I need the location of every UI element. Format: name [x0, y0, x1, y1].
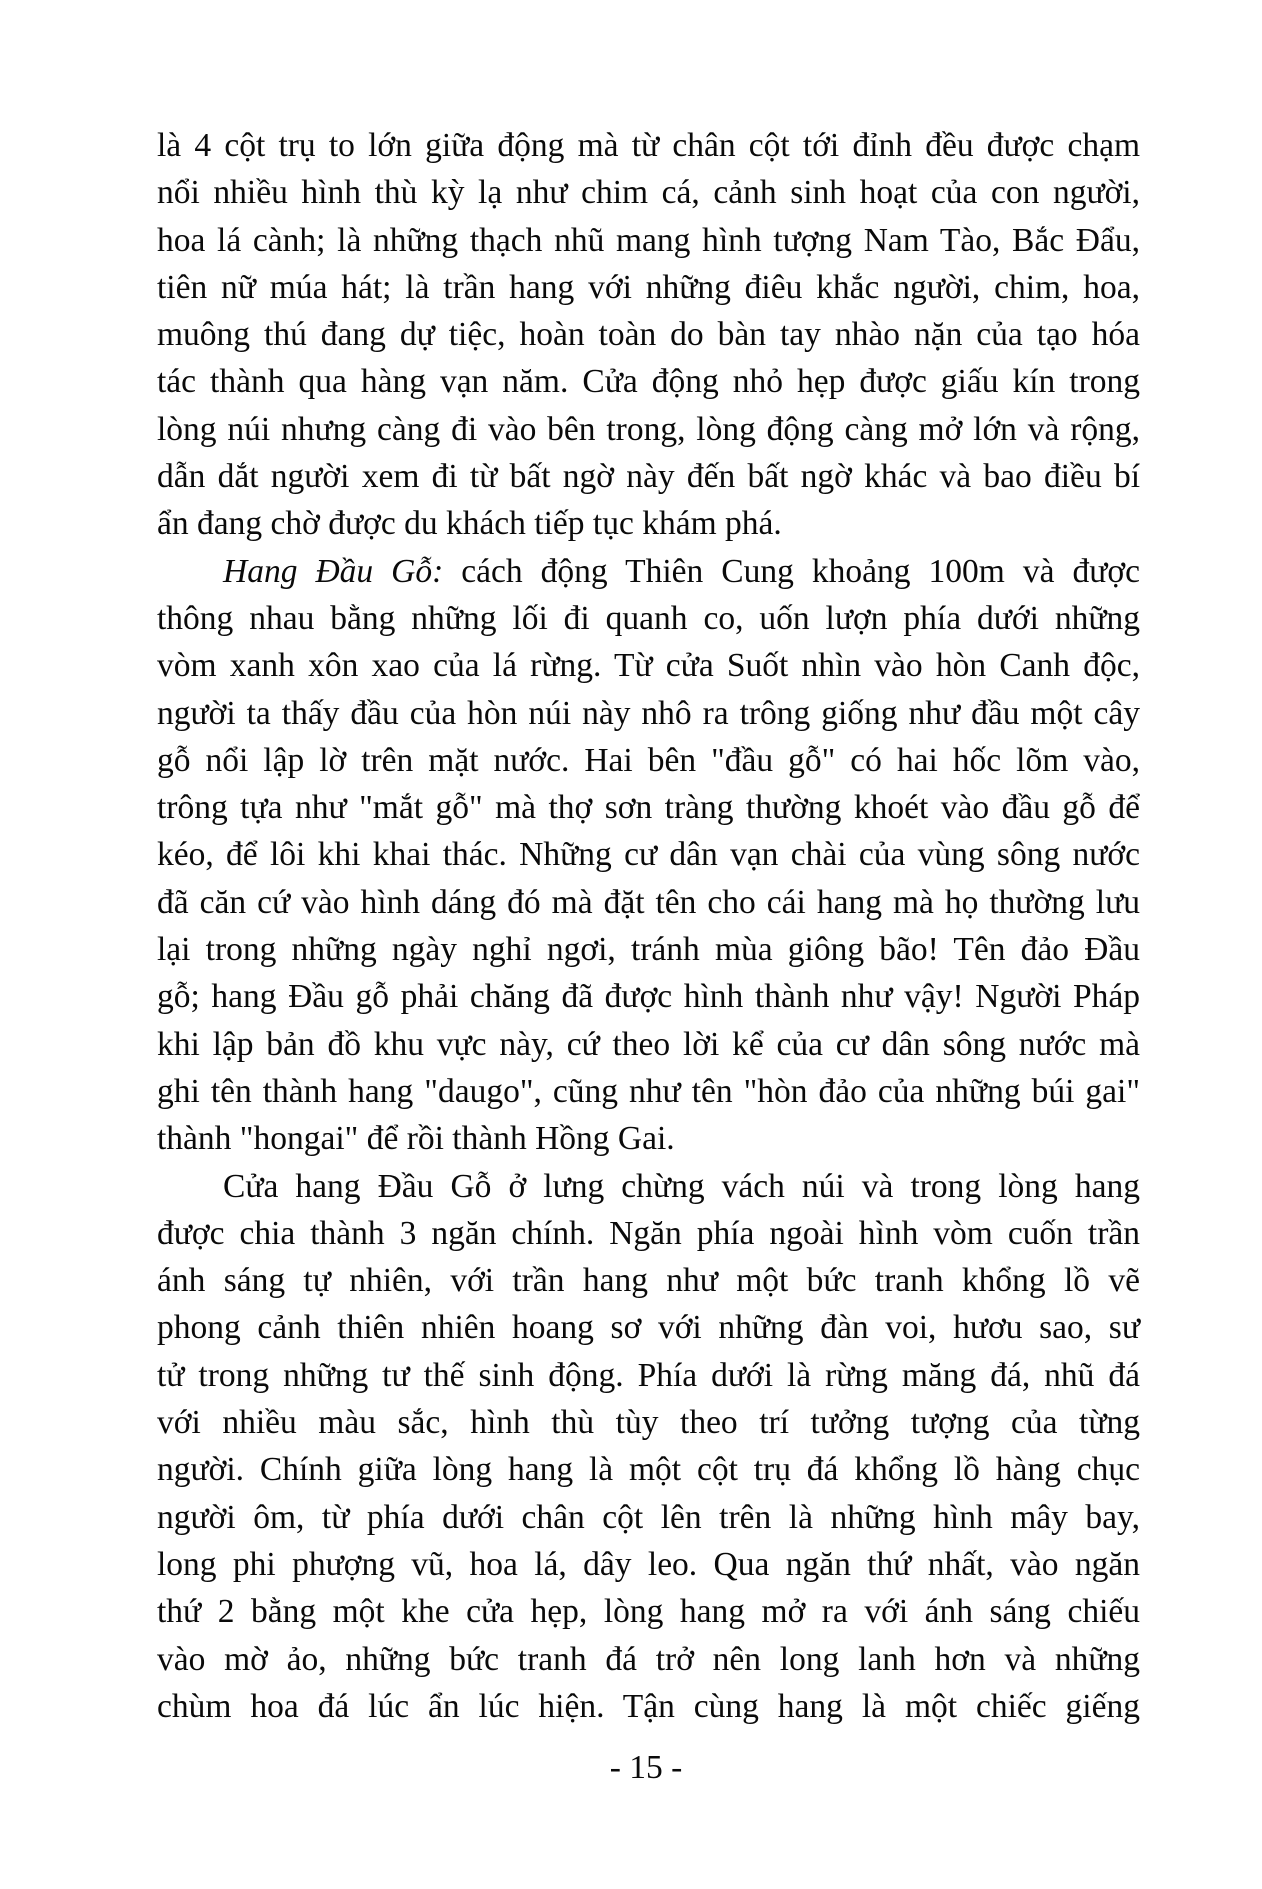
- paragraph-1: [157, 122, 1140, 548]
- text-run: cách động Thiên Cung khoảng 100m và được: [443, 552, 1140, 590]
- text-line: nổi nhiều hình thù kỳ lạ như chim cá, cảnh sinh hoạt của con người,: [157, 174, 1140, 212]
- text-line: vào mờ ảo, những bức tranh đá trở nên long lanh hơn và những: [157, 1640, 1140, 1678]
- text-line: lại trong những ngày nghỉ ngơi, tránh mùa giông bão! Tên đảo Đầu: [157, 931, 1140, 969]
- text-line-first: Cửa hang Đầu Gỗ ở lưng chừng vách núi và trong lòng hang: [223, 1167, 1140, 1205]
- text-line: được chia thành 3 ngăn chính. Ngăn phía ngoài hình vòm cuốn trần: [157, 1214, 1140, 1252]
- text-line: ghi tên thành hang "daugo", cũng như tên "hòn đảo của những búi gai": [157, 1072, 1140, 1110]
- text-line: dẫn dắt người xem đi từ bất ngờ này đến bất ngờ khác và bao điều bí: [157, 458, 1140, 496]
- text-line: trông tựa như "mắt gỗ" mà thợ sơn tràng thường khoét vào đầu gỗ để: [157, 789, 1140, 827]
- text-line: kéo, để lôi khi khai thác. Những cư dân vạn chài của vùng sông nước: [157, 836, 1140, 874]
- text-line: phong cảnh thiên nhiên hoang sơ với những đàn voi, hươu sao, sư: [157, 1309, 1140, 1347]
- text-line: người. Chính giữa lòng hang là một cột trụ đá khổng lồ hàng chục: [157, 1451, 1140, 1489]
- page-number: - 15 -: [609, 1749, 683, 1786]
- text-line: thành "hongai" để rồi thành Hồng Gai.: [157, 1120, 675, 1158]
- text-line: ánh sáng tự nhiên, với trần hang như một bức tranh khổng lồ vẽ: [157, 1262, 1140, 1300]
- text-line: vòm xanh xôn xao của lá rừng. Từ cửa Suốt nhìn vào hòn Canh độc,: [157, 647, 1140, 685]
- text-line: thứ 2 bằng một khe cửa hẹp, lòng hang mở ra với ánh sáng chiếu: [157, 1593, 1140, 1631]
- text-line: là 4 cột trụ to lớn giữa động mà từ chân cột tới đỉnh đều được chạm: [157, 127, 1140, 164]
- text-line: tiên nữ múa hát; là trần hang với những điêu khắc người, chim, hoa,: [157, 268, 1140, 306]
- text-line: với nhiều màu sắc, hình thù tùy theo trí tưởng tượng của từng: [157, 1404, 1140, 1442]
- text-line: thông nhau bằng những lối đi quanh co, uốn lượn phía dưới những: [157, 599, 1140, 637]
- paragraph-2: [157, 548, 1140, 1163]
- text-line: đã căn cứ vào hình dáng đó mà đặt tên cho cái hang mà họ thường lưu: [157, 883, 1140, 921]
- paragraph-3: [157, 1163, 1140, 1731]
- text-line: lòng núi nhưng càng đi vào bên trong, lòng động càng mở lớn và rộng,: [157, 410, 1140, 448]
- text-line: người ta thấy đầu của hòn núi này nhô ra trông giống như đầu một cây: [157, 694, 1140, 732]
- text-line: tác thành qua hàng vạn năm. Cửa động nhỏ hẹp được giấu kín trong: [157, 363, 1140, 401]
- text-line: chùm hoa đá lúc ẩn lúc hiện. Tận cùng hang là một chiếc giếng: [157, 1687, 1140, 1725]
- text-line-first: [157, 548, 1140, 595]
- text-line: long phi phượng vũ, hoa lá, dây leo. Qua ngăn thứ nhất, vào ngăn: [157, 1545, 1140, 1583]
- text-line: hoa lá cành; là những thạch nhũ mang hình tượng Nam Tào, Bắc Đẩu,: [157, 221, 1140, 259]
- text-line: khi lập bản đồ khu vực này, cứ theo lời kể của cư dân sông nước mà: [157, 1025, 1140, 1063]
- text-line: tử trong những tư thế sinh động. Phía dưới là rừng măng đá, nhũ đá: [157, 1356, 1140, 1394]
- text-line: muông thú đang dự tiệc, hoàn toàn do bàn tay nhào nặn của tạo hóa: [157, 316, 1140, 354]
- section-heading-italic: Hang Đầu Gỗ:: [223, 552, 444, 590]
- text-line: ẩn đang chờ được du khách tiếp tục khám phá.: [157, 505, 782, 543]
- text-line: gỗ nổi lập lờ trên mặt nước. Hai bên "đầu gỗ" có hai hốc lõm vào,: [157, 741, 1140, 779]
- text-line: gỗ; hang Đầu gỗ phải chăng đã được hình thành như vậy! Người Pháp: [157, 978, 1140, 1016]
- body-text: [157, 122, 1140, 1730]
- text-line: người ôm, từ phía dưới chân cột lên trên là những hình mây bay,: [157, 1498, 1140, 1536]
